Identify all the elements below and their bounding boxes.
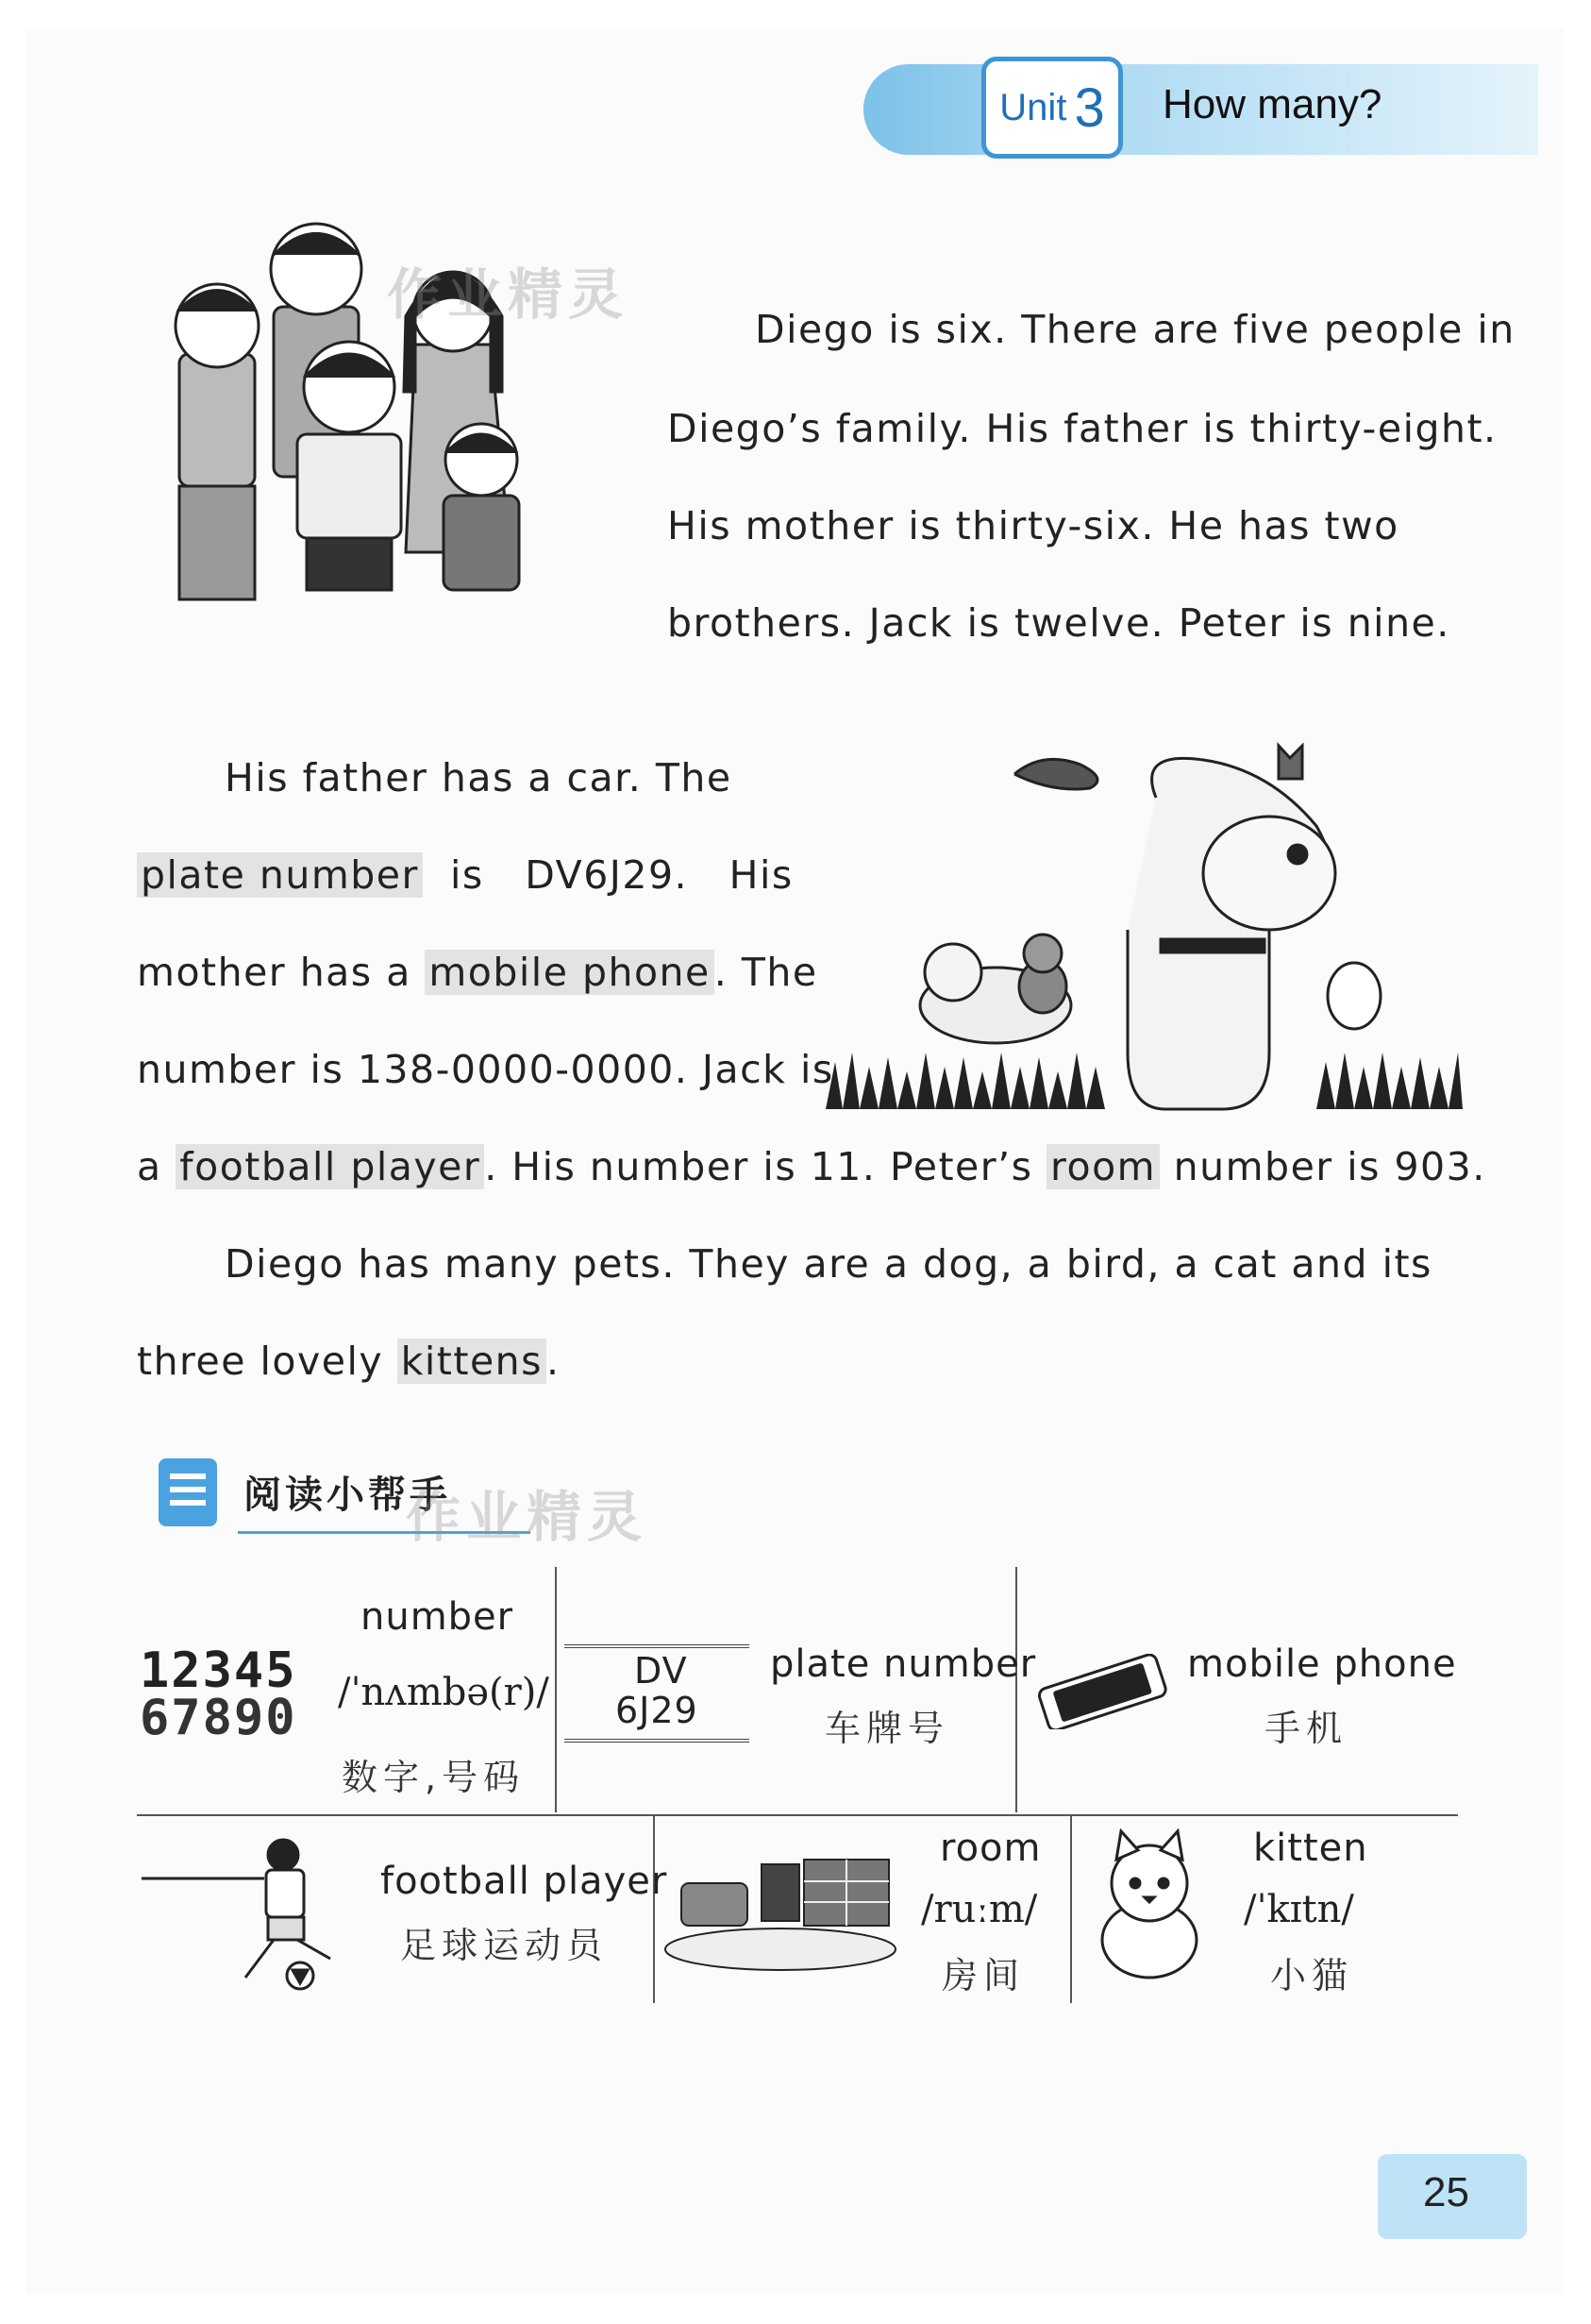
paragraph-line: Diego has many pets. They are a dog, a bird, a cat and its — [225, 1241, 1432, 1287]
line-text: is DV6J29. His — [422, 852, 794, 898]
grid-divider — [137, 1814, 1458, 1816]
vocab-word-mobile-phone: mobile phone — [1187, 1642, 1457, 1686]
highlight-football-player: football player — [176, 1144, 484, 1189]
highlight-mobile-phone: mobile phone — [425, 950, 713, 995]
watermark: 作业精灵 — [406, 1485, 648, 1549]
line-text: . The — [713, 950, 818, 995]
paragraph-line: His father has a car. The — [225, 755, 732, 800]
paragraph-line: number is 138-0000-0000. Jack is — [137, 1047, 834, 1092]
plate-text: DV — [634, 1650, 688, 1692]
book-icon — [159, 1458, 217, 1526]
line-text: number is 903. — [1160, 1144, 1486, 1189]
vocab-meaning-number: 数字,号码 — [342, 1757, 526, 1798]
vocab-meaning-kitten: 小猫 — [1270, 1955, 1354, 1996]
unit-number: 3 — [1074, 76, 1105, 139]
paragraph-line: brothers. Jack is twelve. Peter is nine. — [667, 600, 1450, 646]
vocab-word-kitten: kitten — [1253, 1827, 1368, 1870]
line-text: mother has a — [137, 950, 426, 995]
vocab-word-football-player: football player — [380, 1860, 668, 1903]
vocab-meaning-plate-number: 车牌号 — [825, 1708, 950, 1749]
line-text: a — [137, 1144, 176, 1189]
digits-row: 67890 — [140, 1690, 297, 1746]
grid-divider — [1070, 1814, 1072, 2003]
paragraph-line — [137, 1339, 561, 1384]
pets-illustration — [826, 741, 1463, 1114]
grid-divider — [653, 1814, 655, 2003]
line-text: . His number is 11. Peter’s — [484, 1144, 1047, 1189]
unit-title: How many? — [1163, 81, 1382, 127]
mobile-phone-icon — [1027, 1654, 1178, 1729]
page-number: 25 — [1423, 2169, 1469, 2215]
paragraph-line: Diego is six. There are five people in — [755, 307, 1516, 352]
kitten-icon — [1083, 1827, 1215, 1982]
unit-word: Unit — [999, 86, 1067, 128]
paragraph-line — [137, 1144, 1486, 1189]
football-player-icon — [142, 1836, 359, 1996]
helper-title: 阅读小帮手 — [243, 1474, 451, 1517]
room-icon — [662, 1845, 898, 1973]
vocab-word-room: room — [940, 1827, 1042, 1870]
grid-divider — [555, 1567, 557, 1812]
vocab-phonetic-room: /ruːm/ — [921, 1888, 1038, 1931]
vocab-meaning-football-player: 足球运动员 — [400, 1925, 609, 1966]
paragraph-line: Diego’s family. His father is thirty-eight. — [667, 406, 1498, 451]
plate-text: 6J29 — [615, 1690, 698, 1731]
paragraph-line: His mother is thirty-six. He has two — [667, 503, 1399, 548]
grid-divider — [1015, 1567, 1017, 1812]
highlight-plate-number: plate number — [137, 852, 423, 898]
paragraph-line — [137, 852, 794, 898]
vocab-word-number: number — [360, 1595, 514, 1639]
unit-badge — [981, 57, 1123, 159]
vocab-phonetic-kitten: /ˈkɪtn/ — [1244, 1888, 1354, 1931]
watermark: 作业精灵 — [387, 262, 629, 327]
vocab-word-plate-number: plate number — [770, 1642, 1037, 1686]
highlight-kittens: kittens — [397, 1339, 546, 1384]
line-text: three lovely — [137, 1339, 397, 1384]
digits-row: 12345 — [140, 1642, 297, 1699]
vocab-phonetic-number: /ˈnʌmbə(r)/ — [338, 1671, 549, 1714]
vocab-meaning-mobile-phone: 手机 — [1264, 1708, 1348, 1749]
vocab-meaning-room: 房间 — [942, 1955, 1026, 1996]
line-text: . — [546, 1339, 561, 1384]
highlight-room: room — [1047, 1144, 1160, 1189]
paragraph-line — [137, 950, 818, 995]
